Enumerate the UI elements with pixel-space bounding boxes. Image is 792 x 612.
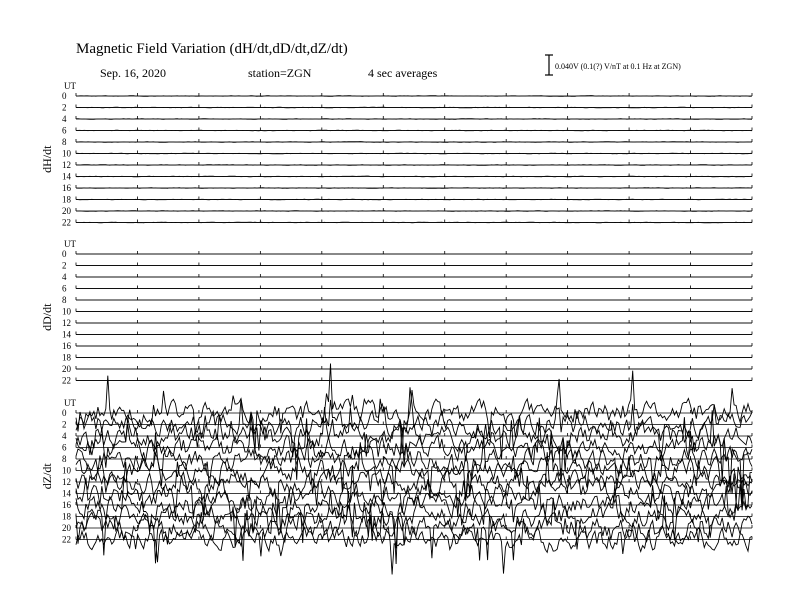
row-trace xyxy=(76,188,752,189)
row-label: 0 xyxy=(62,249,67,259)
date-label: Sep. 16, 2020 xyxy=(100,66,166,80)
row-label: 20 xyxy=(62,206,71,216)
row-label: 18 xyxy=(62,352,71,363)
panel-ylabel: dZ/dt xyxy=(40,463,54,490)
panel-dz-dt xyxy=(40,364,752,575)
ut-axis-label: UT xyxy=(64,398,76,408)
row-label: 10 xyxy=(62,465,71,476)
row-label: 18 xyxy=(62,194,71,205)
row-label: 22 xyxy=(62,375,71,386)
row-label: 12 xyxy=(62,160,71,170)
row-label: 20 xyxy=(62,523,71,533)
panel-dd-dt xyxy=(40,239,752,386)
averaging-label: 4 sec averages xyxy=(368,66,438,80)
panel-dh-dt xyxy=(40,81,752,228)
scale-bar xyxy=(545,55,681,75)
row-label: 10 xyxy=(62,148,71,159)
row-label: 10 xyxy=(62,306,71,317)
row-label: 2 xyxy=(62,260,67,271)
row-label: 2 xyxy=(62,102,67,113)
row-label: 4 xyxy=(62,272,67,282)
row-trace xyxy=(76,379,752,461)
panel-ylabel: dD/dt xyxy=(40,303,54,331)
row-label: 6 xyxy=(62,125,67,136)
row-label: 6 xyxy=(62,442,67,453)
row-label: 14 xyxy=(62,329,71,340)
row-label: 2 xyxy=(62,419,67,430)
ut-axis-label: UT xyxy=(64,239,76,249)
row-label: 8 xyxy=(62,137,67,147)
panel-ylabel: dH/dt xyxy=(40,145,54,173)
row-label: 8 xyxy=(62,295,67,305)
row-label: 18 xyxy=(62,511,71,522)
row-label: 14 xyxy=(62,171,71,182)
row-label: 12 xyxy=(62,477,71,487)
row-label: 22 xyxy=(62,534,71,545)
panels xyxy=(40,81,752,575)
row-label: 0 xyxy=(62,408,67,418)
row-label: 16 xyxy=(62,183,71,193)
row-label: 6 xyxy=(62,283,67,294)
row-trace xyxy=(76,199,752,200)
ut-axis-label: UT xyxy=(64,81,76,91)
chart-title: Magnetic Field Variation (dH/dt,dD/dt,dZ/dt) xyxy=(76,41,348,57)
row-label: 4 xyxy=(62,431,67,441)
row-label: 16 xyxy=(62,500,71,510)
row-label: 0 xyxy=(62,91,67,101)
row-label: 8 xyxy=(62,454,67,464)
row-label: 14 xyxy=(62,488,71,499)
row-label: 22 xyxy=(62,217,71,228)
scale-label: 0.040V (0.1(?) V/nT at 0.1 Hz at ZGN) xyxy=(555,62,681,71)
station-label: station=ZGN xyxy=(248,66,312,80)
row-trace xyxy=(76,130,752,131)
row-label: 4 xyxy=(62,114,67,124)
row-trace xyxy=(76,364,752,454)
row-label: 16 xyxy=(62,341,71,351)
row-label: 20 xyxy=(62,364,71,374)
row-label: 12 xyxy=(62,318,71,328)
